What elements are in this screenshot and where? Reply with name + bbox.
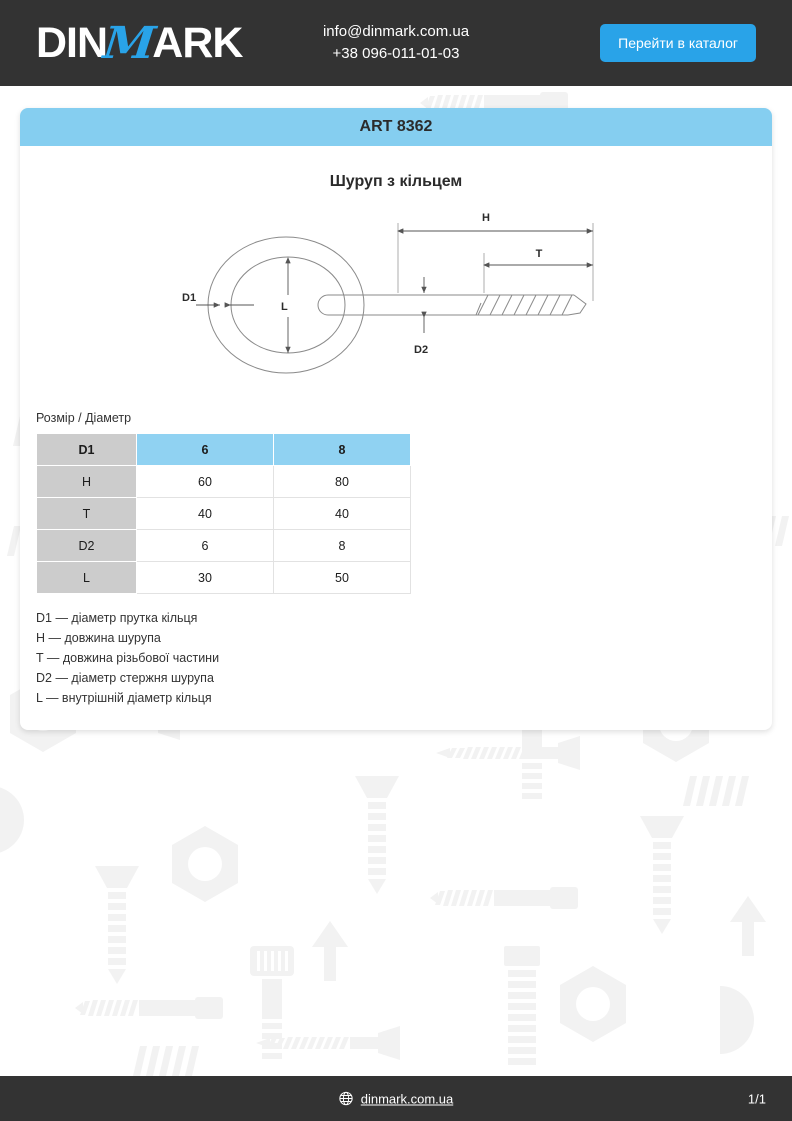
logo-text-part2: ARK [152,19,243,67]
dimension-legend [36,608,772,708]
table-cell: 8 [274,530,411,562]
drawing-label-d1: D1 [182,292,197,304]
article-title: ART 8362 [359,118,433,135]
table-cell: 40 [137,498,274,530]
table-cell: 30 [137,562,274,594]
go-to-catalog-button[interactable]: Перейти в каталог [600,24,756,62]
drawing-label-h: H [482,212,490,224]
legend-line: T — довжина різьбової частини [36,651,220,665]
table-caption: Розмір / Діаметр [36,411,132,425]
table-row [37,530,411,562]
technical-drawing-container [20,205,772,385]
card-title-bar [20,108,772,146]
table-row-label: L [37,562,137,594]
table-row [37,498,411,530]
legend-line: D1 — діаметр прутка кільця [36,611,198,625]
spec-table [36,433,411,594]
table-cell: 8 [274,434,411,466]
table-row [37,466,411,498]
drawing-label-t: T [535,248,543,260]
globe-icon [339,1092,353,1106]
table-cell: 80 [274,466,411,498]
product-name: Шуруп з кільцем [329,173,463,190]
table-row-label: T [37,498,137,530]
legend-line: D2 — діаметр стержня шурупа [36,671,214,685]
footer-site-link[interactable]: dinmark.com.ua [360,1091,454,1106]
table-cell: 60 [137,466,274,498]
page-footer [0,1076,792,1121]
contact-email[interactable]: info@dinmark.com.ua [322,23,470,40]
table-cell: 50 [274,562,411,594]
table-cell: 6 [137,434,274,466]
table-cell: 6 [137,530,274,562]
drawing-label-d2: D2 [414,344,429,356]
table-row [37,562,411,594]
contact-phone[interactable]: +38 096-011-01-03 [332,45,460,62]
page-header [0,0,792,86]
logo-text-part1: DIN [36,19,108,67]
spec-table-section [36,411,772,594]
page-indicator: 1/1 [747,1091,766,1106]
drawing-label-l: L [281,301,288,313]
table-row [37,434,411,466]
table-row-label: D2 [37,530,137,562]
product-card [20,108,772,730]
table-row-label: H [37,466,137,498]
legend-line: H — довжина шурупа [36,631,161,645]
legend-line: L — внутрішній діаметр кільця [36,691,212,705]
table-row-label: D1 [37,434,137,466]
screw-eye-technical-drawing [176,205,616,385]
table-cell: 40 [274,498,411,530]
footer-site-link-group[interactable] [0,1091,792,1106]
logo-accent-m: M [100,18,158,69]
